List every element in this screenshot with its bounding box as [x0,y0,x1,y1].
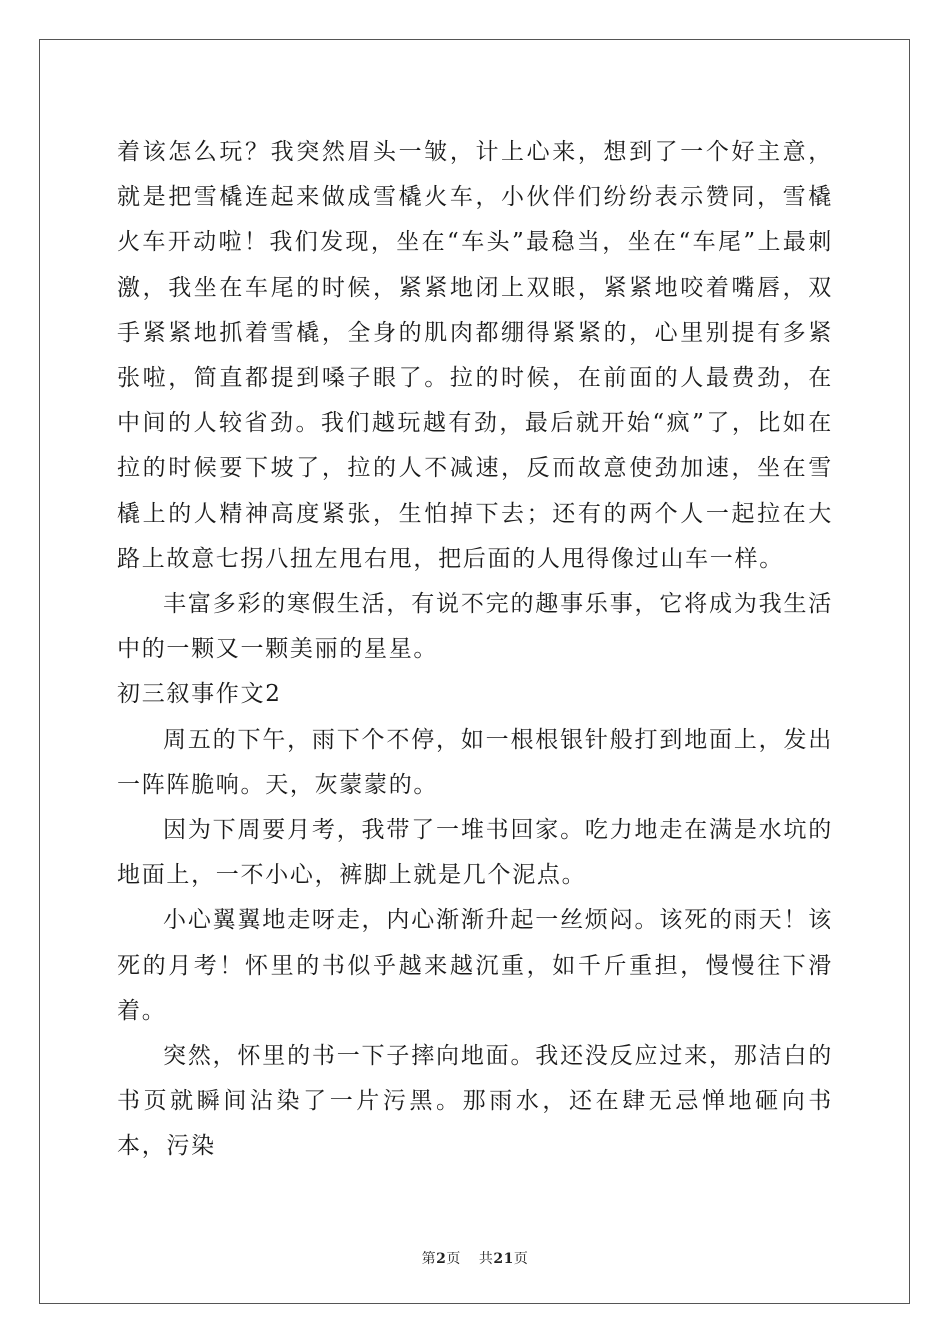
document-body [117,130,833,1170]
section-heading: 初三叙事作文2 [117,681,282,708]
paragraph: 丰富多彩的寒假生活，有说不完的趣事乐事，它将成为我生活中的一颗又一颗美丽的星星。 [117,591,833,663]
paragraph: 因为下周要月考，我带了一堆书回家。吃力地走在满是水坑的地面上，一不小心，裤脚上就是几个泥点。 [117,817,833,889]
page-number: 第2页 [421,1251,461,1267]
paragraph: 小心翼翼地走呀走，内心渐渐升起一丝烦闷。该死的雨天！该死的月考！怀里的书似乎越来越沉重，如千斤重担，慢慢往下滑着。 [117,907,833,1024]
paragraph: 突然，怀里的书一下子摔向地面。我还没反应过来，那洁白的书页就瞬间沾染了一片污黑。那雨水，还在肆无忌惮地砸向书本，污染 [117,1043,833,1160]
paragraph-continuation: 着该怎么玩？我突然眉头一皱，计上心来，想到了一个好主意，就是把雪橇连起来做成雪橇火车，小伙伴们纷纷表示赞同，雪橇火车开动啦！我们发现，坐在“车头”最稳当，坐在“车尾”上最刺激，我坐在车尾的时候，紧紧地闭上双眼，紧紧地咬着嘴唇，双手紧紧地抓着雪橇，全身的肌肉都绷得紧紧的，心里别提有多紧张啦，简直都提到嗓子眼了。拉的时候，在前面的人最费劲，在中间的人较省劲。我们越玩越有劲，最后就开始“疯”了，比如在拉的时候要下坡了，拉的人不减速，反而故意使劲加速，坐在雪橇上的人精神高度紧张，生怕掉下去；还有的两个人一起拉在大路上故意七拐八扭左甩右甩，把后面的人甩得像过山车一样。 [117,139,833,572]
paragraph: 周五的下午，雨下个不停，如一根根银针般打到地面上，发出一阵阵脆响。天，灰蒙蒙的。 [117,726,833,798]
page-footer [0,1248,950,1268]
page-total: 共21页 [478,1251,529,1267]
